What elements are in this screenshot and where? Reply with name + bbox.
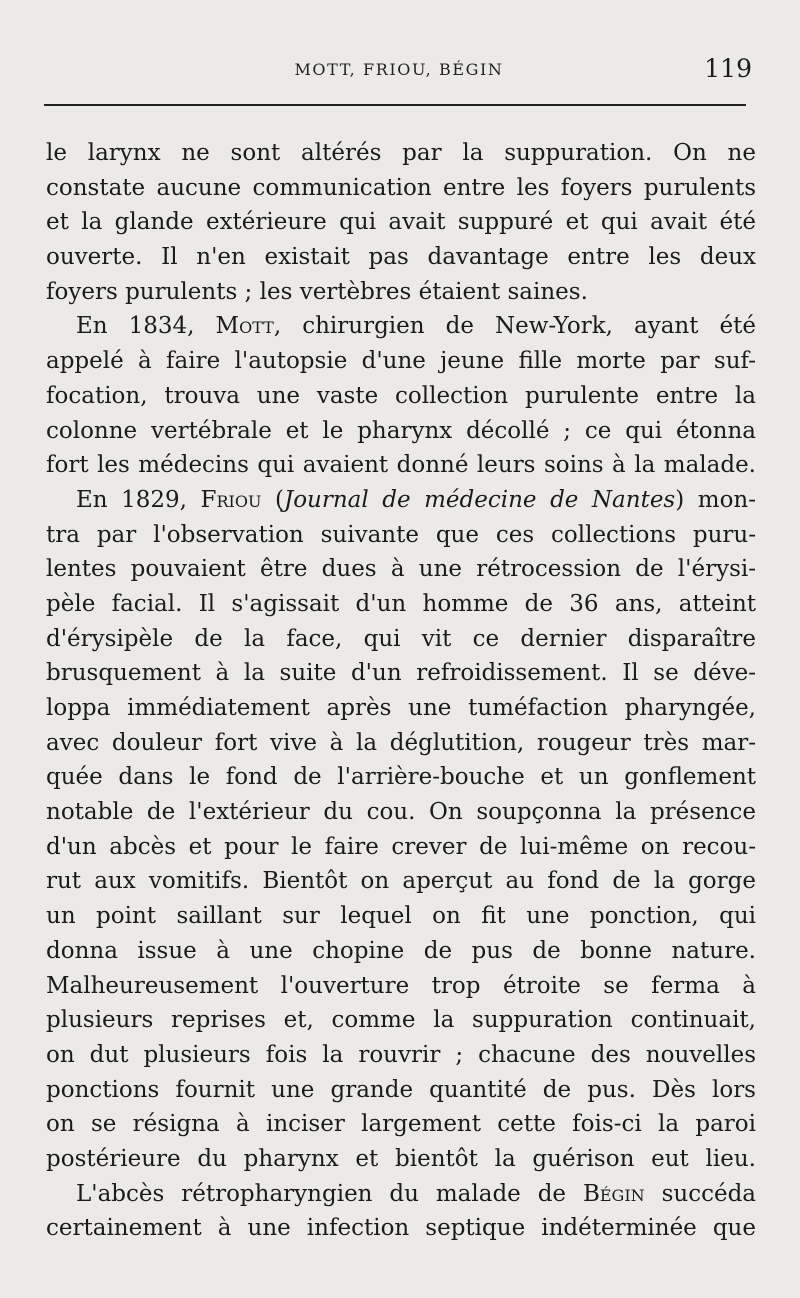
text-line: fort les médecins qui avaient donné leurs soins à la malade. — [46, 452, 756, 479]
text-line: le larynx ne sont altérés par la suppuration. On ne — [46, 140, 756, 166]
text-run: ) mon- — [675, 486, 756, 513]
text-line: on dut plusieurs fois la rouvrir ; chacune des nouvelles — [46, 1041, 756, 1068]
text-line — [46, 309, 756, 344]
text-line: on se résigna à inciser largement cette fois-ci la paroi — [46, 1111, 756, 1138]
text-line: appelé à faire l'autopsie d'une jeune fille morte par suf- — [46, 348, 756, 375]
text-line: tra par l'observation suivante que ces collections puru- — [46, 521, 756, 548]
text-line: loppa immédiatement après une tuméfaction pharyngée, — [46, 695, 756, 721]
running-title: MOTT, FRIOU, BÉGIN — [294, 60, 504, 79]
text-run: En 1834, — [76, 313, 216, 340]
text-line: un point saillant sur lequel on fit une ponction, qui — [46, 903, 756, 930]
text-line: d'érysipèle de la face, qui vit ce dernier disparaître — [46, 625, 756, 652]
journal-title: Journal de médecine de Nantes — [283, 486, 676, 513]
text-line: ponctions fournit une grande quantité de pus. Dès lors — [46, 1076, 756, 1103]
text-line: Malheureusement l'ouverture trop étroite se ferma à — [46, 972, 756, 999]
text-line: quée dans le fond de l'arrière-bouche et un gonflement — [46, 764, 756, 791]
text-line: ouverte. Il n'en existait pas davantage entre les deux — [46, 244, 756, 271]
text-run: ( — [261, 486, 284, 513]
text-line: postérieure du pharynx et bientôt la guérison eut lieu. — [46, 1145, 756, 1172]
body-text — [46, 136, 756, 1246]
header-rule — [44, 104, 746, 106]
text-line: avec douleur fort vive à la déglutition, rougeur très mar- — [46, 729, 756, 756]
text-run: L'abcès rétropharyngien du malade de — [76, 1180, 583, 1207]
text-line: foyers purulents ; les vertèbres étaient saines. — [46, 278, 588, 305]
text-line: et la glande extérieure qui avait suppuré et qui avait été — [46, 209, 756, 236]
author-name-begin: Bégin — [582, 1180, 645, 1207]
text-run: succéda — [644, 1180, 756, 1207]
text-line: focation, trouva une vaste collection purulente entre la — [46, 382, 756, 409]
text-line: lentes pouvaient être dues à une rétrocession de l'érysi- — [46, 556, 756, 583]
text-line: donna issue à une chopine de pus de bonne nature. — [46, 937, 756, 964]
page-number: 119 — [704, 54, 752, 83]
text-line: constate aucune communication entre les foyers purulents — [46, 174, 756, 201]
author-name-mott: Mott — [215, 313, 274, 340]
running-header — [46, 54, 752, 90]
text-line: rut aux vomitifs. Bientôt on aperçut au fond de la gorge — [46, 868, 756, 895]
author-name-friou: Friou — [200, 486, 262, 513]
text-line: certainement à une infection septique indéterminée que — [46, 1215, 756, 1242]
text-run: En 1829, — [76, 486, 201, 513]
text-line — [46, 483, 756, 518]
text-line: brusquement à la suite d'un refroidissement. Il se déve- — [46, 660, 756, 687]
text-line: d'un abcès et pour le faire crever de lui-même on recou- — [46, 833, 756, 860]
text-line — [46, 1177, 756, 1212]
text-run: , chirurgien de New-York, ayant été — [273, 313, 756, 340]
text-line: plusieurs reprises et, comme la suppuration continuait, — [46, 1007, 756, 1034]
text-line: pèle facial. Il s'agissait d'un homme de 36 ans, atteint — [46, 590, 756, 617]
text-line: notable de l'extérieur du cou. On soupçonna la présence — [46, 799, 756, 826]
text-line: colonne vertébrale et le pharynx décollé ; ce qui étonna — [46, 417, 756, 444]
